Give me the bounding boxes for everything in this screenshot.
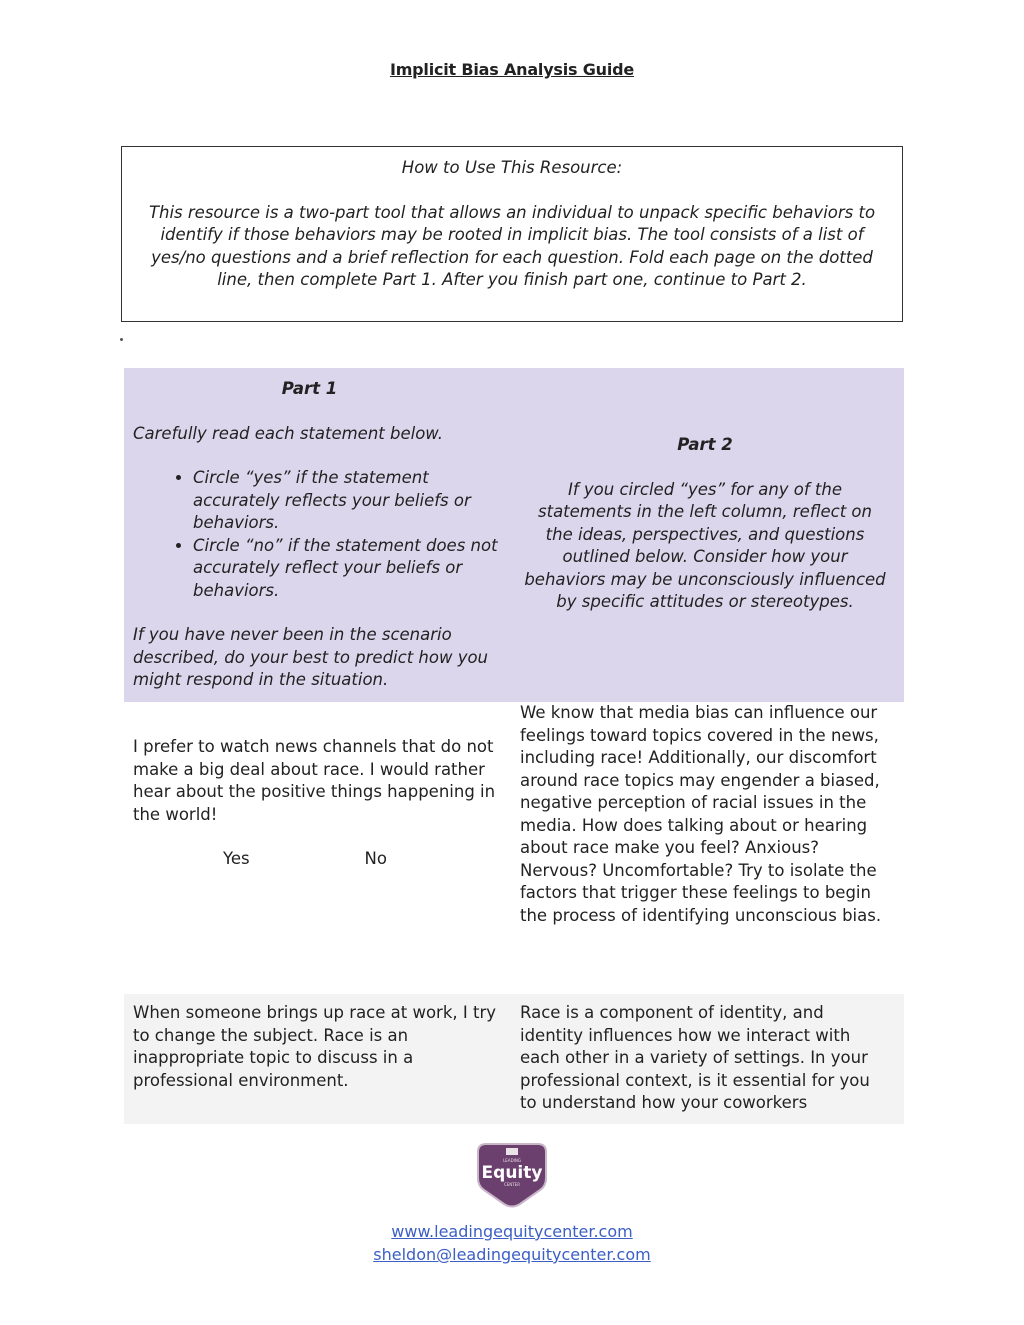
part2-cell	[514, 368, 904, 702]
bias-table	[124, 368, 904, 1124]
how-to-body: This resource is a two-part tool that allows an individual to unpack specific behaviors to identify if those behaviors may be rooted in implicit bias. The tool consists of a list of yes/no questions and a brief reflection for each question. Fold each page on the dotted line, then complete Part 1. After you finish part one, continue to Part 2.	[148, 202, 876, 289]
stray-dot	[120, 338, 123, 341]
leading-equity-center-logo	[470, 1138, 554, 1210]
no-option[interactable]: No	[364, 849, 387, 868]
part1-intro: Carefully read each statement below.	[133, 423, 443, 443]
statement-cell	[124, 994, 514, 1124]
statement-cell	[124, 702, 514, 994]
logo-sub-text: CENTER	[503, 1182, 521, 1187]
part1-note: If you have never been in the scenario described, do your best to predict how you might respond in the situation.	[133, 625, 489, 689]
logo-word: Equity	[481, 1163, 543, 1183]
yes-no-options	[133, 848, 506, 871]
how-to-box	[121, 146, 903, 322]
header-row	[124, 368, 904, 702]
question-row	[124, 994, 904, 1124]
bullet-yes: • Circle “yes” if the statement accurately reflects your beliefs or behaviors.	[193, 467, 506, 535]
statement-text: I prefer to watch news channels that do not make a big deal about race. I would rather hear about the positive things happening in the world!	[133, 737, 496, 824]
reflection-cell	[510, 994, 900, 1124]
part2-body: If you circled “yes” for any of the statements in the left column, reflect on the ideas, perspectives, and questions outlined below. Consider how your behaviors may be unconsciously influenced by specific attitudes or stereotypes.	[524, 479, 886, 611]
contact-links	[0, 1220, 1024, 1266]
logo-small-text: LEADING	[503, 1158, 521, 1163]
website-link[interactable]: www.leadingequitycenter.com	[391, 1222, 633, 1241]
part1-cell	[124, 368, 514, 702]
part1-title: Part 1	[281, 379, 338, 398]
part1-bullets	[133, 467, 506, 602]
question-row	[124, 702, 904, 994]
yes-option[interactable]: Yes	[223, 849, 250, 868]
reflection-text: We know that media bias can influence our feelings toward topics covered in the news, including race! Additionally, our discomfort around race topics may engender a biased, negative perception of racial issues in the media. How does talking about or hearing about race make you feel? Anxious? Nervous? Uncomfortable? Try to isolate the factors that trigger these feelings to begin the process of identifying unconscious bias.	[520, 703, 882, 925]
reflection-cell	[510, 702, 900, 994]
how-to-heading: How to Use This Resource:	[401, 158, 623, 177]
statement-text: When someone brings up race at work, I try to change the subject. Race is an inappropriate topic to discuss in a professional environment.	[133, 1003, 497, 1090]
part2-title: Part 2	[677, 435, 733, 454]
document-title: Implicit Bias Analysis Guide	[389, 60, 635, 79]
email-link[interactable]: sheldon@leadingequitycenter.com	[373, 1245, 651, 1264]
reflection-text: Race is a component of identity, and identity influences how we interact with each other in a variety of settings. In your professional context, is it essential for you to understand how your coworkers	[520, 1003, 870, 1112]
bullet-no: • Circle “no” if the statement does not accurately reflect your beliefs or behaviors.	[193, 535, 506, 603]
